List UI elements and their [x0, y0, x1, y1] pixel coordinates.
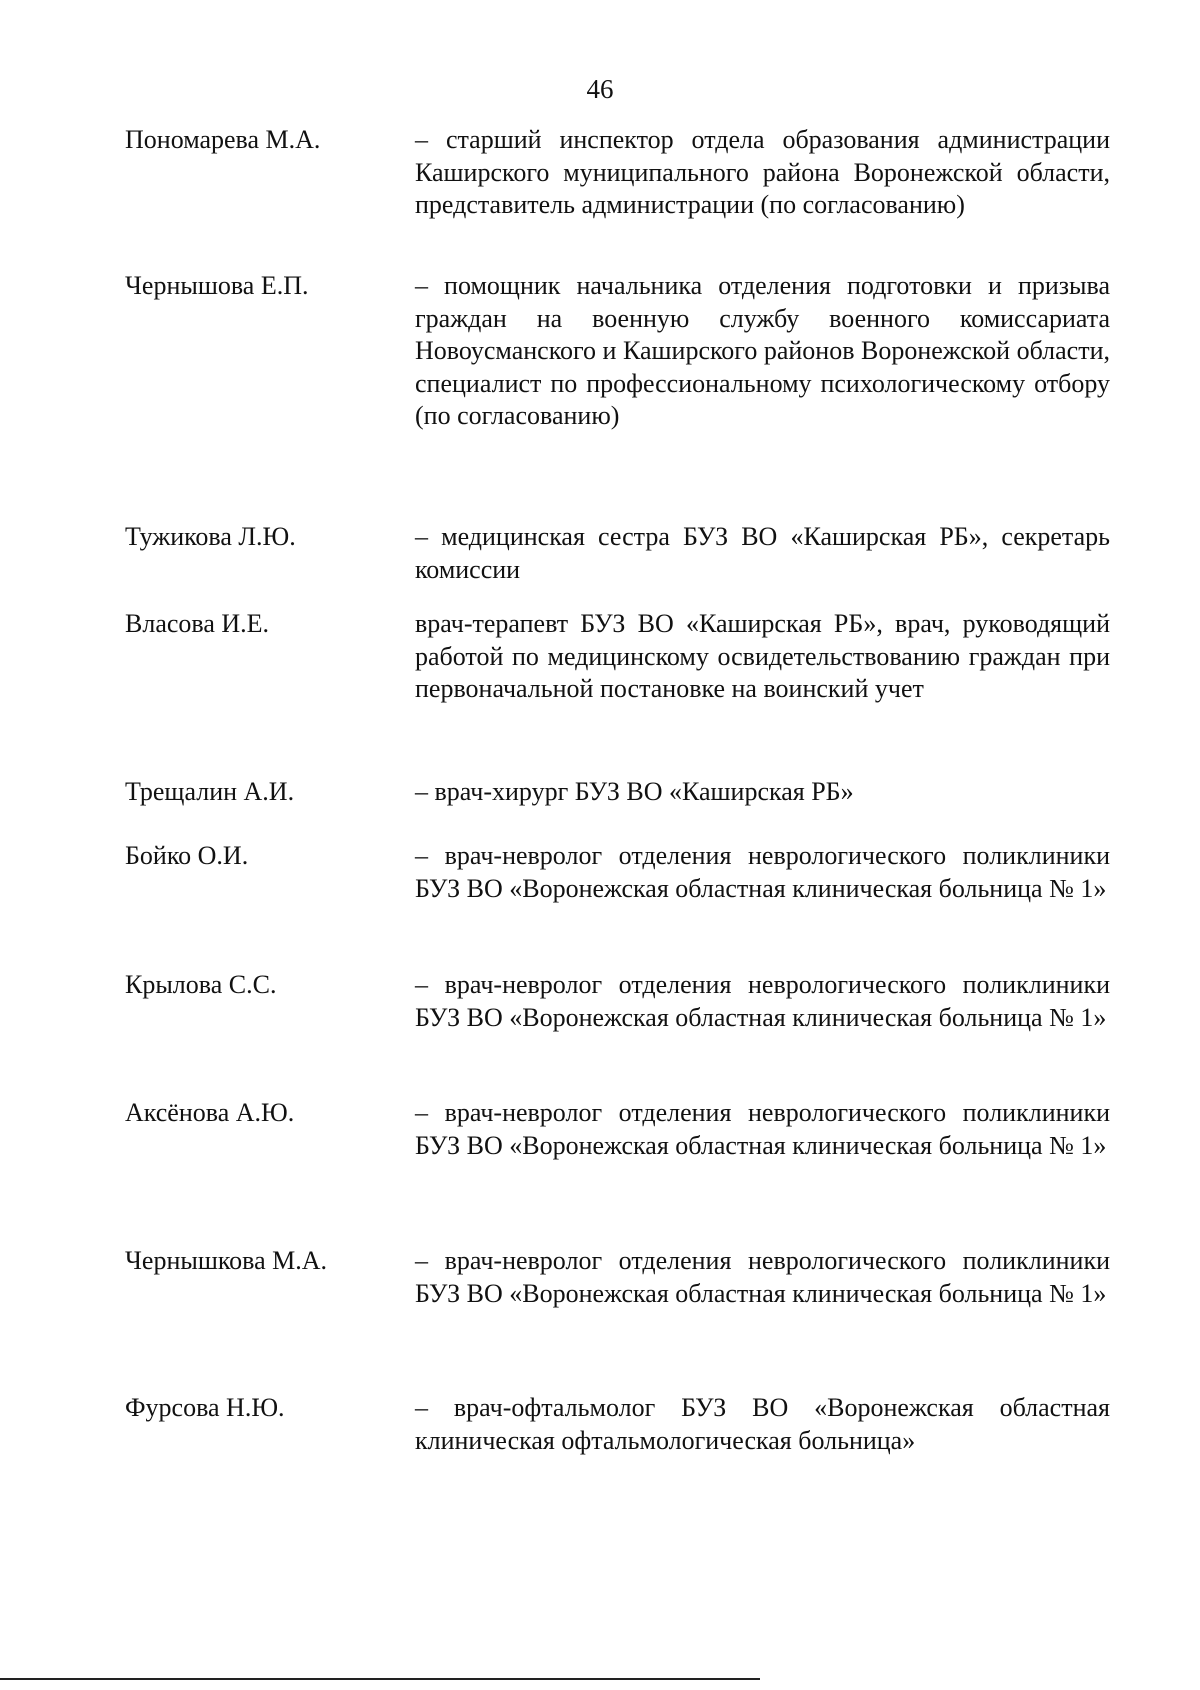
member-description: – помощник начальника отделения подготовки и призыва граждан на военную службу военного комиссариата Новоусманского и Каширского районов Воронежской области, специалист по профессиональному психологическому отбору (по согласованию) — [415, 271, 1110, 430]
member-name: Фурсова Н.Ю. — [125, 1393, 285, 1422]
member-name: Аксёнова А.Ю. — [125, 1098, 295, 1127]
member-name: Чернышова Е.П. — [125, 271, 309, 300]
page-bottom-rule — [0, 1678, 760, 1680]
member-name: Чернышкова М.А. — [125, 1246, 328, 1275]
member-name: Бойко О.И. — [125, 841, 249, 870]
member-name: Трещалин А.И. — [125, 777, 295, 806]
member-description: – врач-невролог отделения неврологического поликлиники БУЗ ВО «Воронежская областная клиническая больница № 1» — [415, 970, 1110, 1032]
member-name: Власова И.Е. — [125, 609, 270, 638]
member-name: Тужикова Л.Ю. — [125, 522, 296, 551]
member-description: – врач-невролог отделения неврологического поликлиники БУЗ ВО «Воронежская областная клиническая больница № 1» — [415, 1098, 1110, 1160]
member-description: – медицинская сестра БУЗ ВО «Каширская РБ», секретарь комиссии — [415, 522, 1110, 584]
member-description: – врач-невролог отделения неврологического поликлиники БУЗ ВО «Воронежская областная клиническая больница № 1» — [415, 1246, 1110, 1308]
member-description: врач-терапевт БУЗ ВО «Каширская РБ», врач, руководящий работой по медицинскому освидетельствованию граждан при первоначальной постановке на воинский учет — [415, 609, 1110, 703]
member-description: – врач-невролог отделения неврологического поликлиники БУЗ ВО «Воронежская областная клиническая больница № 1» — [415, 841, 1110, 903]
page-number: 46 — [586, 74, 614, 104]
member-description: – врач-офтальмолог БУЗ ВО «Воронежская областная клиническая офтальмологическая больница» — [415, 1393, 1110, 1455]
member-name: Крылова С.С. — [125, 970, 277, 999]
member-description: – старший инспектор отдела образования администрации Каширского муниципального района Воронежской области, представитель администрации (по согласованию) — [415, 125, 1110, 219]
member-description: – врач-хирург БУЗ ВО «Каширская РБ» — [415, 777, 854, 806]
member-name: Пономарева М.А. — [125, 125, 321, 154]
